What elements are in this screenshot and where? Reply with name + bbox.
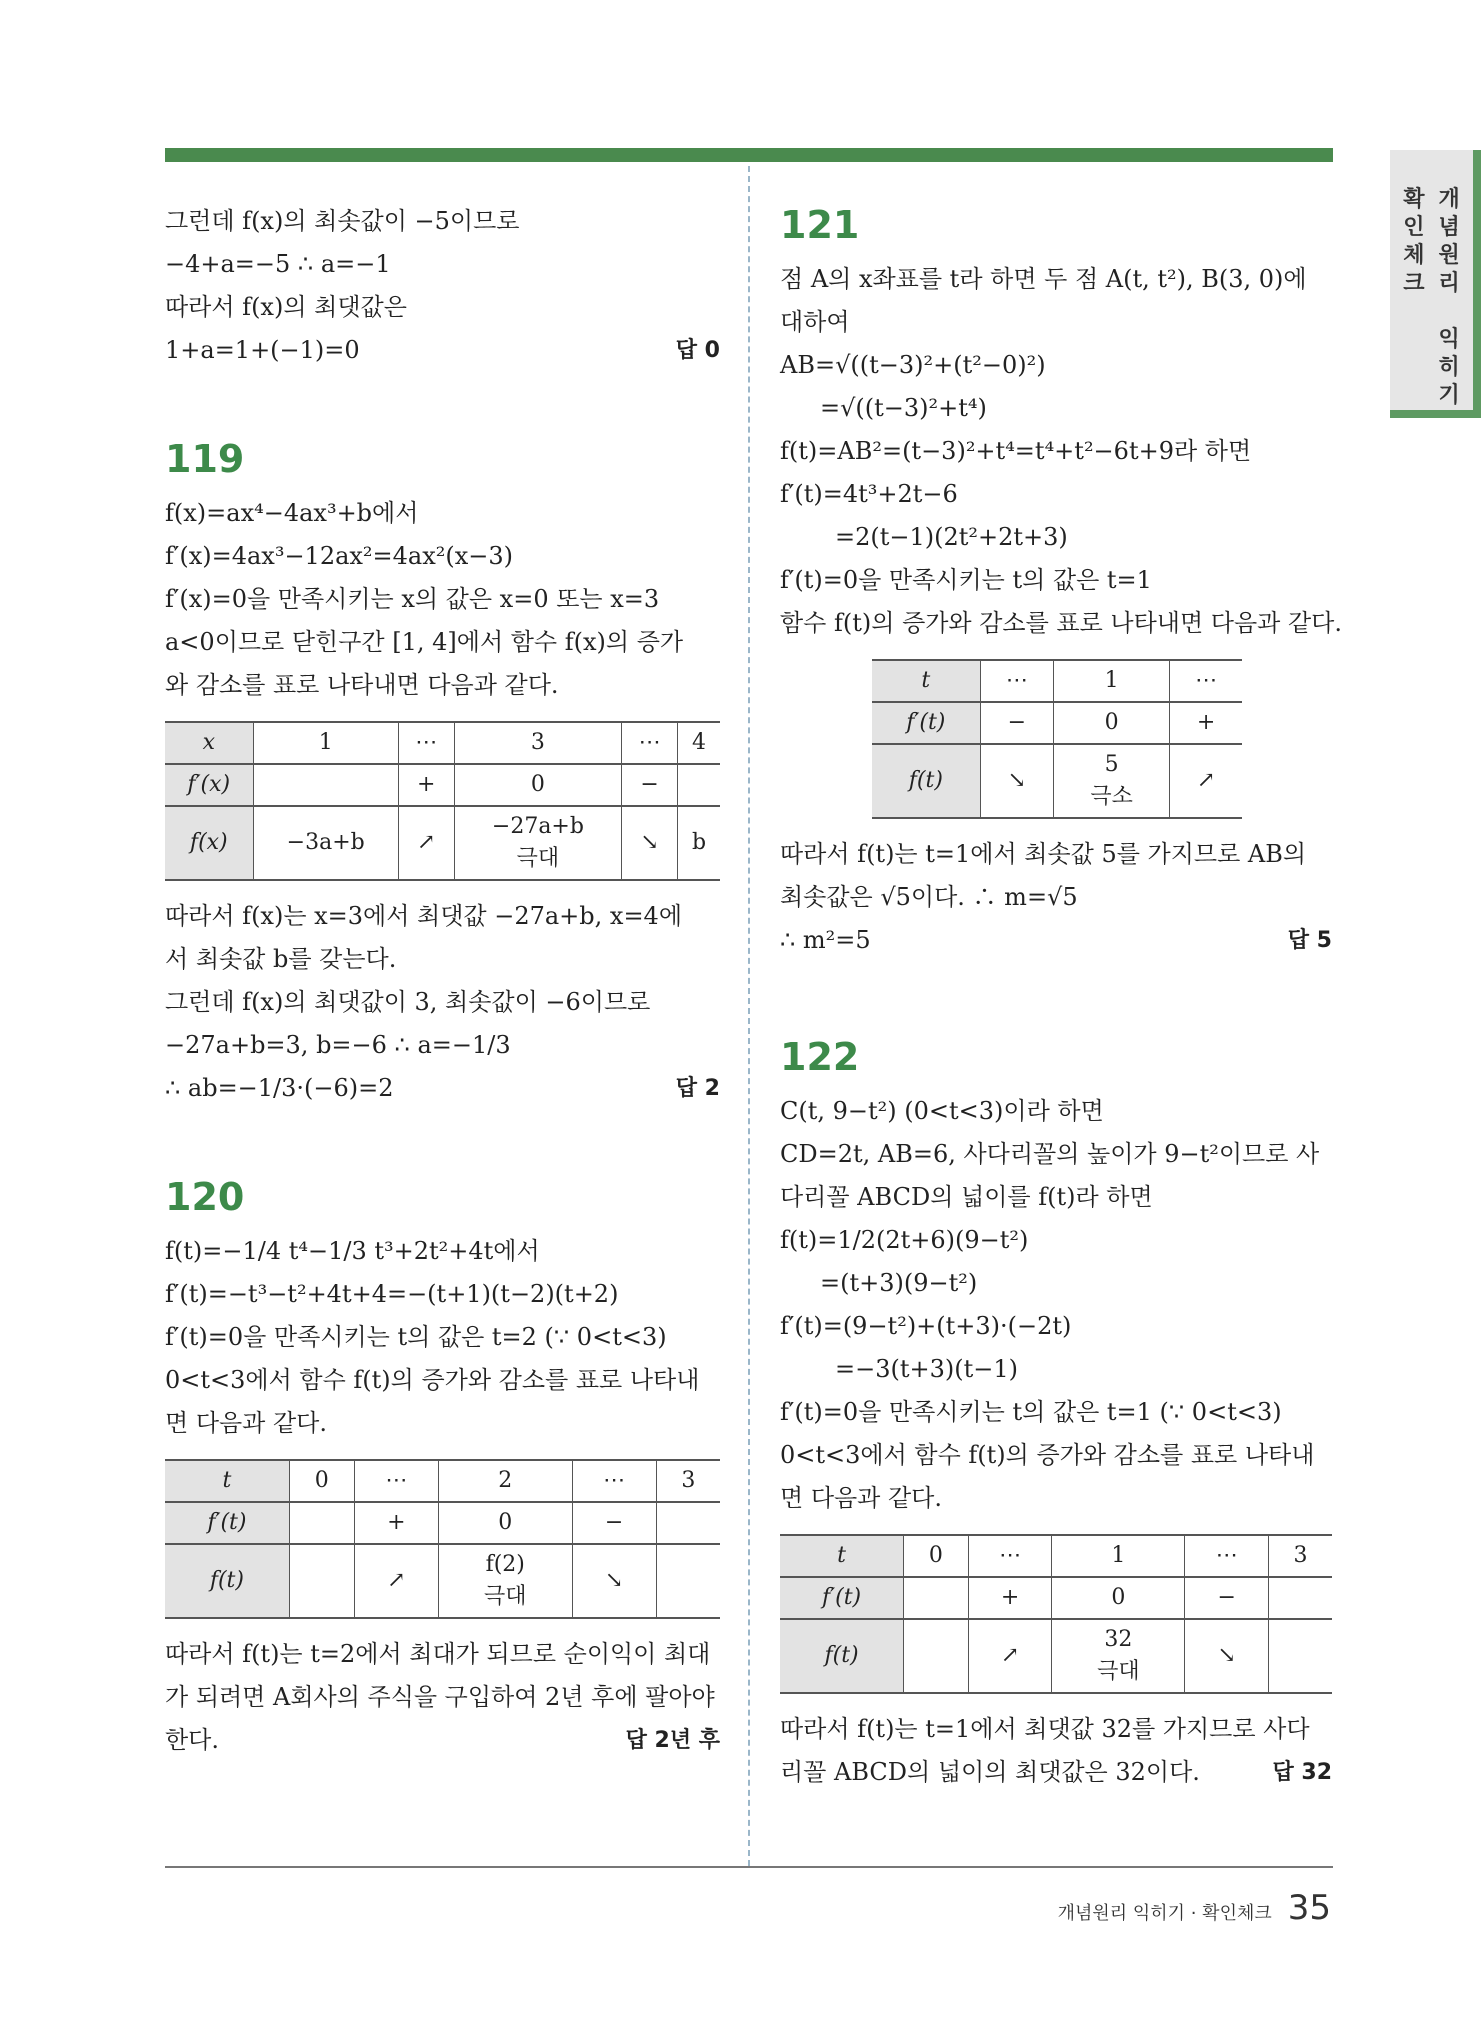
table-row [872,660,1242,702]
side-tab-char: 익 [1438,327,1460,352]
side-tab-char: 체 [1403,243,1425,268]
table-cell: 0 [1053,702,1169,744]
table-row [165,1544,720,1618]
text-line: f′(t)=4t³+2t−6 [780,480,958,508]
table-row [780,1619,1332,1693]
text-line: 대하여 [780,308,850,336]
text-line: 가 되려면 A회사의 주식을 구입하여 2년 후에 팔아야 [165,1683,715,1711]
table-cell [904,1619,969,1693]
table-cell: ⋯ [622,722,678,764]
right-column [780,200,1342,1794]
top-green-bar [165,148,1333,162]
side-tab-char: 기 [1438,383,1460,408]
text-line: C(t, 9−t²) (0<t<3)이라 하면 [780,1097,1104,1125]
table-row [780,1535,1332,1577]
table-cell: − [572,1502,656,1544]
problem-122-body [780,1090,1332,1794]
table-cell: − [980,702,1053,744]
table-cell [289,1544,354,1618]
text-line: f′(x)=0을 만족시키는 x의 값은 x=0 또는 x=3 [165,585,660,613]
intro-block [165,200,720,372]
text-line: 그런데 f(x)의 최솟값이 −5이므로 [165,207,520,235]
table-row-header: f′(t) [872,702,980,744]
table-cell: 0 [1052,1577,1185,1619]
text-line: 따라서 f(x)의 최댓값은 [165,293,407,321]
table-cell: ⋯ [398,722,454,764]
side-tab-col-left [1439,186,1460,410]
table-row-header: f(x) [165,806,253,880]
side-tab-char [1439,298,1460,326]
table-cell: ↘ [622,806,678,880]
text-line: f(x)=ax⁴−4ax³+b에서 [165,499,419,527]
table-cell: ↘ [572,1544,656,1618]
side-tab-char: 인 [1403,215,1425,240]
text-line: =2(t−1)(2t²+2t+3) [835,523,1068,551]
table-row [780,1577,1332,1619]
side-tab-char: 확 [1403,187,1425,212]
table-cell [253,764,398,806]
text-line: f′(t)=0을 만족시키는 t의 값은 t=2 (∵ 0<t<3) [165,1323,667,1351]
column-divider [748,166,750,1866]
table-cell: 3 [1269,1535,1332,1577]
text-line: 0<t<3에서 함수 f(t)의 증가와 감소를 표로 나타내 [780,1441,1315,1469]
side-tab-col-right [1403,186,1424,410]
bottom-rule [165,1866,1333,1868]
table-row [165,722,720,764]
text-line: 면 다음과 같다. [165,1409,327,1437]
text-line: 따라서 f(t)는 t=1에서 최솟값 5를 가지므로 AB의 [780,840,1307,868]
text-line: a<0이므로 닫힌구간 [1, 4]에서 함수 f(x)의 증가 [165,628,684,656]
table-row [872,702,1242,744]
left-column [165,200,720,1762]
table-cell [656,1544,720,1618]
variation-table [872,659,1242,819]
table-cell: ⋯ [968,1535,1052,1577]
table-cell: + [398,764,454,806]
table-row-header: f(t) [780,1619,904,1693]
table-row-header: f′(t) [780,1577,904,1619]
text-line: 점 A의 x좌표를 t라 하면 두 점 A(t, t²), B(3, 0)에 [780,265,1307,293]
table-row [165,806,720,880]
text-line: 0<t<3에서 함수 f(t)의 증가와 감소를 표로 나타내 [165,1366,700,1394]
text-line: 함수 f(t)의 증가와 감소를 표로 나타내면 다음과 같다. [780,609,1342,637]
side-tab-char: 념 [1438,215,1460,240]
table-cell [289,1502,354,1544]
answer-row [165,329,720,372]
table-cell: + [354,1502,438,1544]
table-cell: 4 [678,722,720,764]
text-line: 리꼴 ABCD의 넓이의 최댓값은 32이다. [780,1758,1200,1786]
text-line: CD=2t, AB=6, 사다리꼴의 높이가 9−t²이므로 사 [780,1140,1320,1168]
table-row-header: x [165,722,253,764]
text-line: =−3(t+3)(t−1) [835,1355,1018,1383]
text-line: AB=√((t−3)²+(t²−0)²) [780,351,1046,379]
variation-table [780,1534,1332,1694]
text-line: 1+a=1+(−1)=0 [165,336,360,364]
table-row [165,1460,720,1502]
table-cell: ⋯ [354,1460,438,1502]
problem-number: 122 [780,1035,860,1079]
text-line: f(t)=1/2(2t+6)(9−t²) [780,1226,1029,1254]
table-cell [656,1502,720,1544]
table-cell: ↗ [1170,744,1242,818]
answer-row [780,919,1332,962]
table-row [872,744,1242,818]
answer-row [165,1719,720,1762]
side-tab [1390,150,1481,418]
text-line: 다리꼴 ABCD의 넓이를 f(t)라 하면 [780,1183,1153,1211]
table-cell: 3 [656,1460,720,1502]
variation-table [165,1459,720,1619]
table-row-header: f′(x) [165,764,253,806]
table-cell: ↗ [398,806,454,880]
answer-label: 답 0 [675,338,720,363]
table-cell: ⋯ [572,1460,656,1502]
text-line: f′(t)=(9−t²)+(t+3)·(−2t) [780,1312,1072,1340]
text-line: f(t)=−1/4 t⁴−1/3 t³+2t²+4t에서 [165,1237,540,1265]
table-row-header: f(t) [872,744,980,818]
table-cell: 2 [438,1460,572,1502]
table-cell: 5 극소 [1053,744,1169,818]
text-line: f′(t)=0을 만족시키는 t의 값은 t=1 [780,566,1152,594]
text-line: 서 최솟값 b를 갖는다. [165,945,397,973]
text-line: 한다. [165,1726,219,1754]
table-cell [1269,1577,1332,1619]
table-cell: 0 [904,1535,969,1577]
table-cell: ⋯ [980,660,1053,702]
text-line: f′(t)=0을 만족시키는 t의 값은 t=1 (∵ 0<t<3) [780,1398,1282,1426]
text-line: 따라서 f(t)는 t=2에서 최대가 되므로 순이익이 최대 [165,1640,711,1668]
table-cell: 1 [253,722,398,764]
side-tab-char: 히 [1438,355,1460,380]
problem-120-body [165,1230,720,1762]
table-cell: 0 [454,764,622,806]
text-line: −4+a=−5 ∴ a=−1 [165,250,391,278]
side-tab-char: 원 [1438,243,1460,268]
table-cell: − [1185,1577,1269,1619]
variation-table [165,721,720,881]
answer-row [780,1751,1332,1794]
table-cell: 1 [1052,1535,1185,1577]
table-cell: 3 [454,722,622,764]
problem-number: 120 [165,1175,245,1219]
answer-row [165,1067,720,1110]
table-cell: 1 [1053,660,1169,702]
text-line: f′(t)=−t³−t²+4t+4=−(t+1)(t−2)(t+2) [165,1280,619,1308]
text-line: f(t)=AB²=(t−3)²+t⁴=t⁴+t²−6t+9라 하면 [780,437,1252,465]
table-cell: b [678,806,720,880]
problem-number: 119 [165,437,245,481]
table-cell: 0 [289,1460,354,1502]
side-tab-char: 리 [1438,271,1460,296]
table-row-header: t [165,1460,289,1502]
table-cell: ↗ [968,1619,1052,1693]
table-cell: −27a+b 극대 [454,806,622,880]
table-row [165,1502,720,1544]
text-line: =√((t−3)²+t⁴) [820,394,987,422]
problem-119-body [165,492,720,1110]
page-number: 35 [1287,1888,1331,1928]
table-cell: ↗ [354,1544,438,1618]
table-row-header: f(t) [165,1544,289,1618]
table-cell [1269,1619,1332,1693]
table-cell: + [1170,702,1242,744]
table-row-header: t [780,1535,904,1577]
text-line: 따라서 f(x)는 x=3에서 최댓값 −27a+b, x=4에 [165,902,683,930]
footer-text: 개념원리 익히기 · 확인체크 [1057,1903,1272,1924]
side-tab-char: 크 [1403,271,1425,296]
table-cell [904,1577,969,1619]
text-line: 면 다음과 같다. [780,1484,942,1512]
table-cell: ⋯ [1185,1535,1269,1577]
text-line: 따라서 f(t)는 t=1에서 최댓값 32를 가지므로 사다 [780,1715,1310,1743]
answer-label: 답 2 [675,1076,720,1101]
text-line: f′(x)=4ax³−12ax²=4ax²(x−3) [165,542,514,570]
text-line: 그런데 f(x)의 최댓값이 3, 최솟값이 −6이므로 [165,988,651,1016]
table-cell: −3a+b [253,806,398,880]
table-cell [678,764,720,806]
answer-label: 답 2년 후 [625,1728,720,1753]
table-cell: ↘ [980,744,1053,818]
text-line: 와 감소를 표로 나타내면 다음과 같다. [165,671,559,699]
side-tab-char: 개 [1438,187,1460,212]
table-row-header: f′(t) [165,1502,289,1544]
text-line: =(t+3)(9−t²) [820,1269,978,1297]
problem-number: 121 [780,203,860,247]
table-row-header: t [872,660,980,702]
table-cell: ↘ [1185,1619,1269,1693]
text-line: ∴ ab=−1/3·(−6)=2 [165,1074,394,1102]
table-cell: 0 [438,1502,572,1544]
answer-label: 답 32 [1272,1760,1332,1785]
table-cell: ⋯ [1170,660,1242,702]
answer-label: 답 5 [1287,928,1332,953]
table-cell: f(2) 극대 [438,1544,572,1618]
table-cell: − [622,764,678,806]
page-footer [1058,1888,1331,1928]
table-cell: + [968,1577,1052,1619]
text-line: 최솟값은 √5이다. ∴ m=√5 [780,883,1078,911]
table-cell: 32 극대 [1052,1619,1185,1693]
text-line: ∴ m²=5 [780,926,871,954]
table-row [165,764,720,806]
text-line: −27a+b=3, b=−6 ∴ a=−1/3 [165,1031,511,1059]
problem-121-body [780,258,1342,962]
